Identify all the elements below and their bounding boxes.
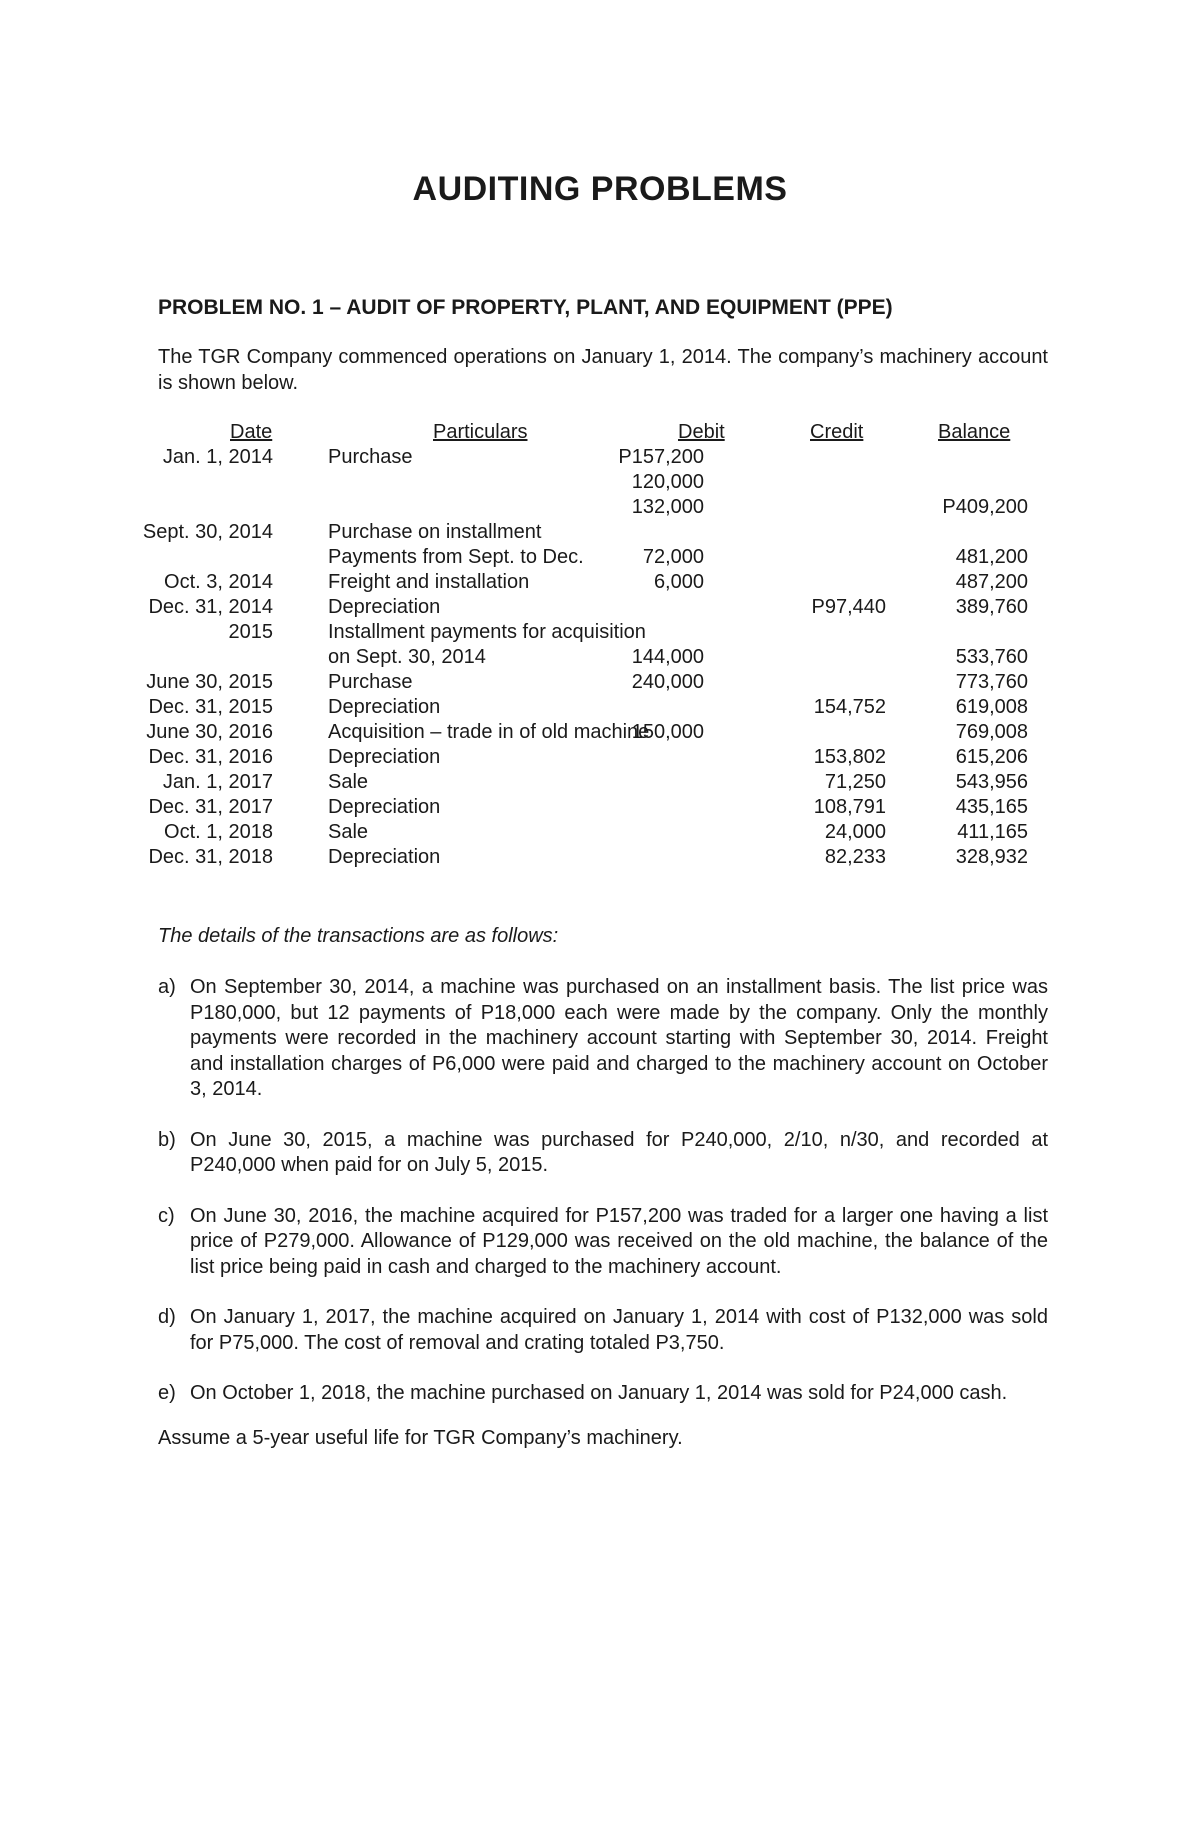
- cell-balance: 543,956: [955, 771, 1028, 793]
- cell-particulars: Depreciation: [328, 746, 441, 768]
- cell-balance: P409,200: [942, 496, 1028, 518]
- cell-credit: 154,752: [813, 696, 886, 718]
- cell-particulars: Depreciation: [328, 696, 441, 718]
- detail-marker: c): [158, 1204, 175, 1227]
- detail-marker: e): [158, 1382, 176, 1404]
- ledger-row: [158, 645, 1038, 670]
- page-title: AUDITING PROBLEMS: [412, 170, 788, 208]
- cell-particulars: Installment payments for acquisition: [328, 621, 646, 643]
- cell-credit: 108,791: [813, 796, 886, 818]
- cell-balance: 533,760: [955, 646, 1028, 668]
- cell-date: Jan. 1, 2017: [162, 771, 273, 793]
- header-particulars: Particulars: [433, 421, 528, 443]
- cell-balance: 619,008: [955, 696, 1028, 718]
- ledger-row: [158, 770, 1038, 795]
- ledger-row: [158, 545, 1038, 570]
- detail-text: On June 30, 2015, a machine was purchased for P240,000, 2/10, n/30, and recorded at P240,000 when paid for on July 5, 2015.: [190, 1128, 1048, 1176]
- cell-date: Oct. 3, 2014: [164, 571, 273, 593]
- header-debit: Debit: [678, 421, 725, 443]
- ledger-row: [148, 845, 1038, 870]
- cell-date: Dec. 31, 2018: [148, 846, 273, 868]
- detail-item: [158, 975, 1048, 1103]
- ledger-row: [148, 745, 1038, 770]
- cell-debit: 6,000: [653, 571, 704, 593]
- header-balance: Balance: [938, 421, 1011, 443]
- cell-debit: 240,000: [631, 671, 704, 693]
- cell-particulars: Payments from Sept. to Dec.: [328, 546, 584, 568]
- ledger-row: [148, 795, 1038, 820]
- detail-item: [158, 1204, 1048, 1281]
- detail-text: On September 30, 2014, a machine was purchased on an installment basis. The list price was P180,000, but 12 payments of P18,000 each were made by the company. Only the monthly payments were recorded in the machinery account starting with September 30, 2014. Freight and installation charges of P6,000 were paid and charged to the machinery account on October 3, 2014.: [190, 976, 1048, 1100]
- cell-balance: 328,932: [955, 846, 1028, 868]
- details-heading: The details of the transactions are as follows:: [158, 925, 559, 947]
- intro-paragraph: The TGR Company commenced operations on January 1, 2014. The company’s machinery account is shown below.: [158, 346, 1048, 394]
- cell-balance: 435,165: [955, 796, 1028, 818]
- detail-item: [158, 1305, 1048, 1356]
- cell-balance: 773,760: [955, 671, 1028, 693]
- details-list: [158, 975, 1048, 1432]
- cell-credit: P97,440: [811, 596, 886, 618]
- header-credit: Credit: [810, 421, 864, 443]
- problem-heading: PROBLEM NO. 1 – AUDIT OF PROPERTY, PLANT, AND EQUIPMENT (PPE): [158, 296, 893, 319]
- cell-balance: 769,008: [955, 721, 1028, 743]
- cell-debit: 132,000: [631, 496, 704, 518]
- machinery-ledger-table: [142, 420, 1038, 870]
- cell-date: Dec. 31, 2014: [148, 596, 273, 618]
- ledger-row: [158, 495, 1038, 520]
- ledger-row: [148, 695, 1038, 720]
- cell-date: Dec. 31, 2016: [148, 746, 273, 768]
- detail-item: [158, 1381, 1048, 1407]
- ledger-row: [158, 470, 1038, 495]
- cell-balance: 481,200: [955, 546, 1028, 568]
- cell-particulars: Freight and installation: [328, 571, 530, 593]
- cell-particulars: Sale: [328, 771, 369, 793]
- cell-particulars: Depreciation: [328, 796, 441, 818]
- detail-marker: b): [158, 1128, 176, 1151]
- detail-marker: a): [158, 976, 176, 998]
- cell-date: Sept. 30, 2014: [142, 521, 273, 543]
- cell-balance: 411,165: [957, 821, 1028, 843]
- cell-date: Oct. 1, 2018: [164, 821, 273, 843]
- cell-date: June 30, 2015: [146, 671, 273, 693]
- header-date: Date: [230, 421, 273, 443]
- ledger-row: [142, 520, 1038, 545]
- cell-balance: 615,206: [955, 746, 1028, 768]
- cell-credit: 24,000: [824, 821, 886, 843]
- ledger-row: [146, 720, 1038, 745]
- cell-date: Dec. 31, 2017: [148, 796, 273, 818]
- cell-date: 2015: [228, 621, 273, 643]
- ledger-row: [158, 445, 1038, 470]
- closing-note: Assume a 5-year useful life for TGR Company’s machinery.: [158, 1427, 683, 1449]
- cell-date: Dec. 31, 2015: [148, 696, 273, 718]
- detail-text: On October 1, 2018, the machine purchased on January 1, 2014 was sold for P24,000 cash.: [190, 1382, 1008, 1404]
- detail-item: [158, 1128, 1048, 1179]
- cell-balance: 487,200: [955, 571, 1028, 593]
- cell-particulars: Depreciation: [328, 846, 441, 868]
- cell-credit: 82,233: [824, 846, 886, 868]
- cell-debit: 72,000: [642, 546, 704, 568]
- cell-particulars: Purchase on installment: [328, 521, 542, 543]
- cell-credit: 71,250: [824, 771, 886, 793]
- cell-date: Jan. 1, 2014: [162, 446, 273, 468]
- cell-particulars: Sale: [328, 821, 369, 843]
- cell-particulars: Purchase: [328, 446, 413, 468]
- cell-date: June 30, 2016: [146, 721, 273, 743]
- ledger-row: [146, 670, 1038, 695]
- ledger-rows: [142, 445, 1038, 870]
- ledger-row: [148, 595, 1038, 620]
- cell-particulars: on Sept. 30, 2014: [328, 646, 486, 668]
- cell-particulars: Purchase: [328, 671, 413, 693]
- cell-particulars: Depreciation: [328, 596, 441, 618]
- detail-text: On June 30, 2016, the machine acquired for P157,200 was traded for a larger one having a list price of P279,000. Allowance of P129,000 was received on the old machine, the balance of the list price being paid in cash and charged to the machinery account.: [190, 1204, 1048, 1278]
- cell-debit: 120,000: [631, 471, 704, 493]
- cell-balance: 389,760: [955, 596, 1028, 618]
- cell-credit: 153,802: [813, 746, 886, 768]
- cell-debit: P157,200: [618, 446, 704, 468]
- detail-text: On January 1, 2017, the machine acquired on January 1, 2014 with cost of P132,000 was sold for P75,000. The cost of removal and crating totaled P3,750.: [190, 1306, 1048, 1354]
- ledger-row: [158, 570, 1038, 595]
- cell-particulars: Acquisition – trade in of old machine: [328, 721, 650, 743]
- ledger-row: [158, 820, 1038, 845]
- cell-debit: 144,000: [631, 646, 704, 668]
- cell-debit: 150,000: [631, 721, 704, 743]
- ledger-row: [158, 620, 1038, 645]
- ledger-header-row: [158, 420, 1038, 445]
- detail-marker: d): [158, 1306, 176, 1328]
